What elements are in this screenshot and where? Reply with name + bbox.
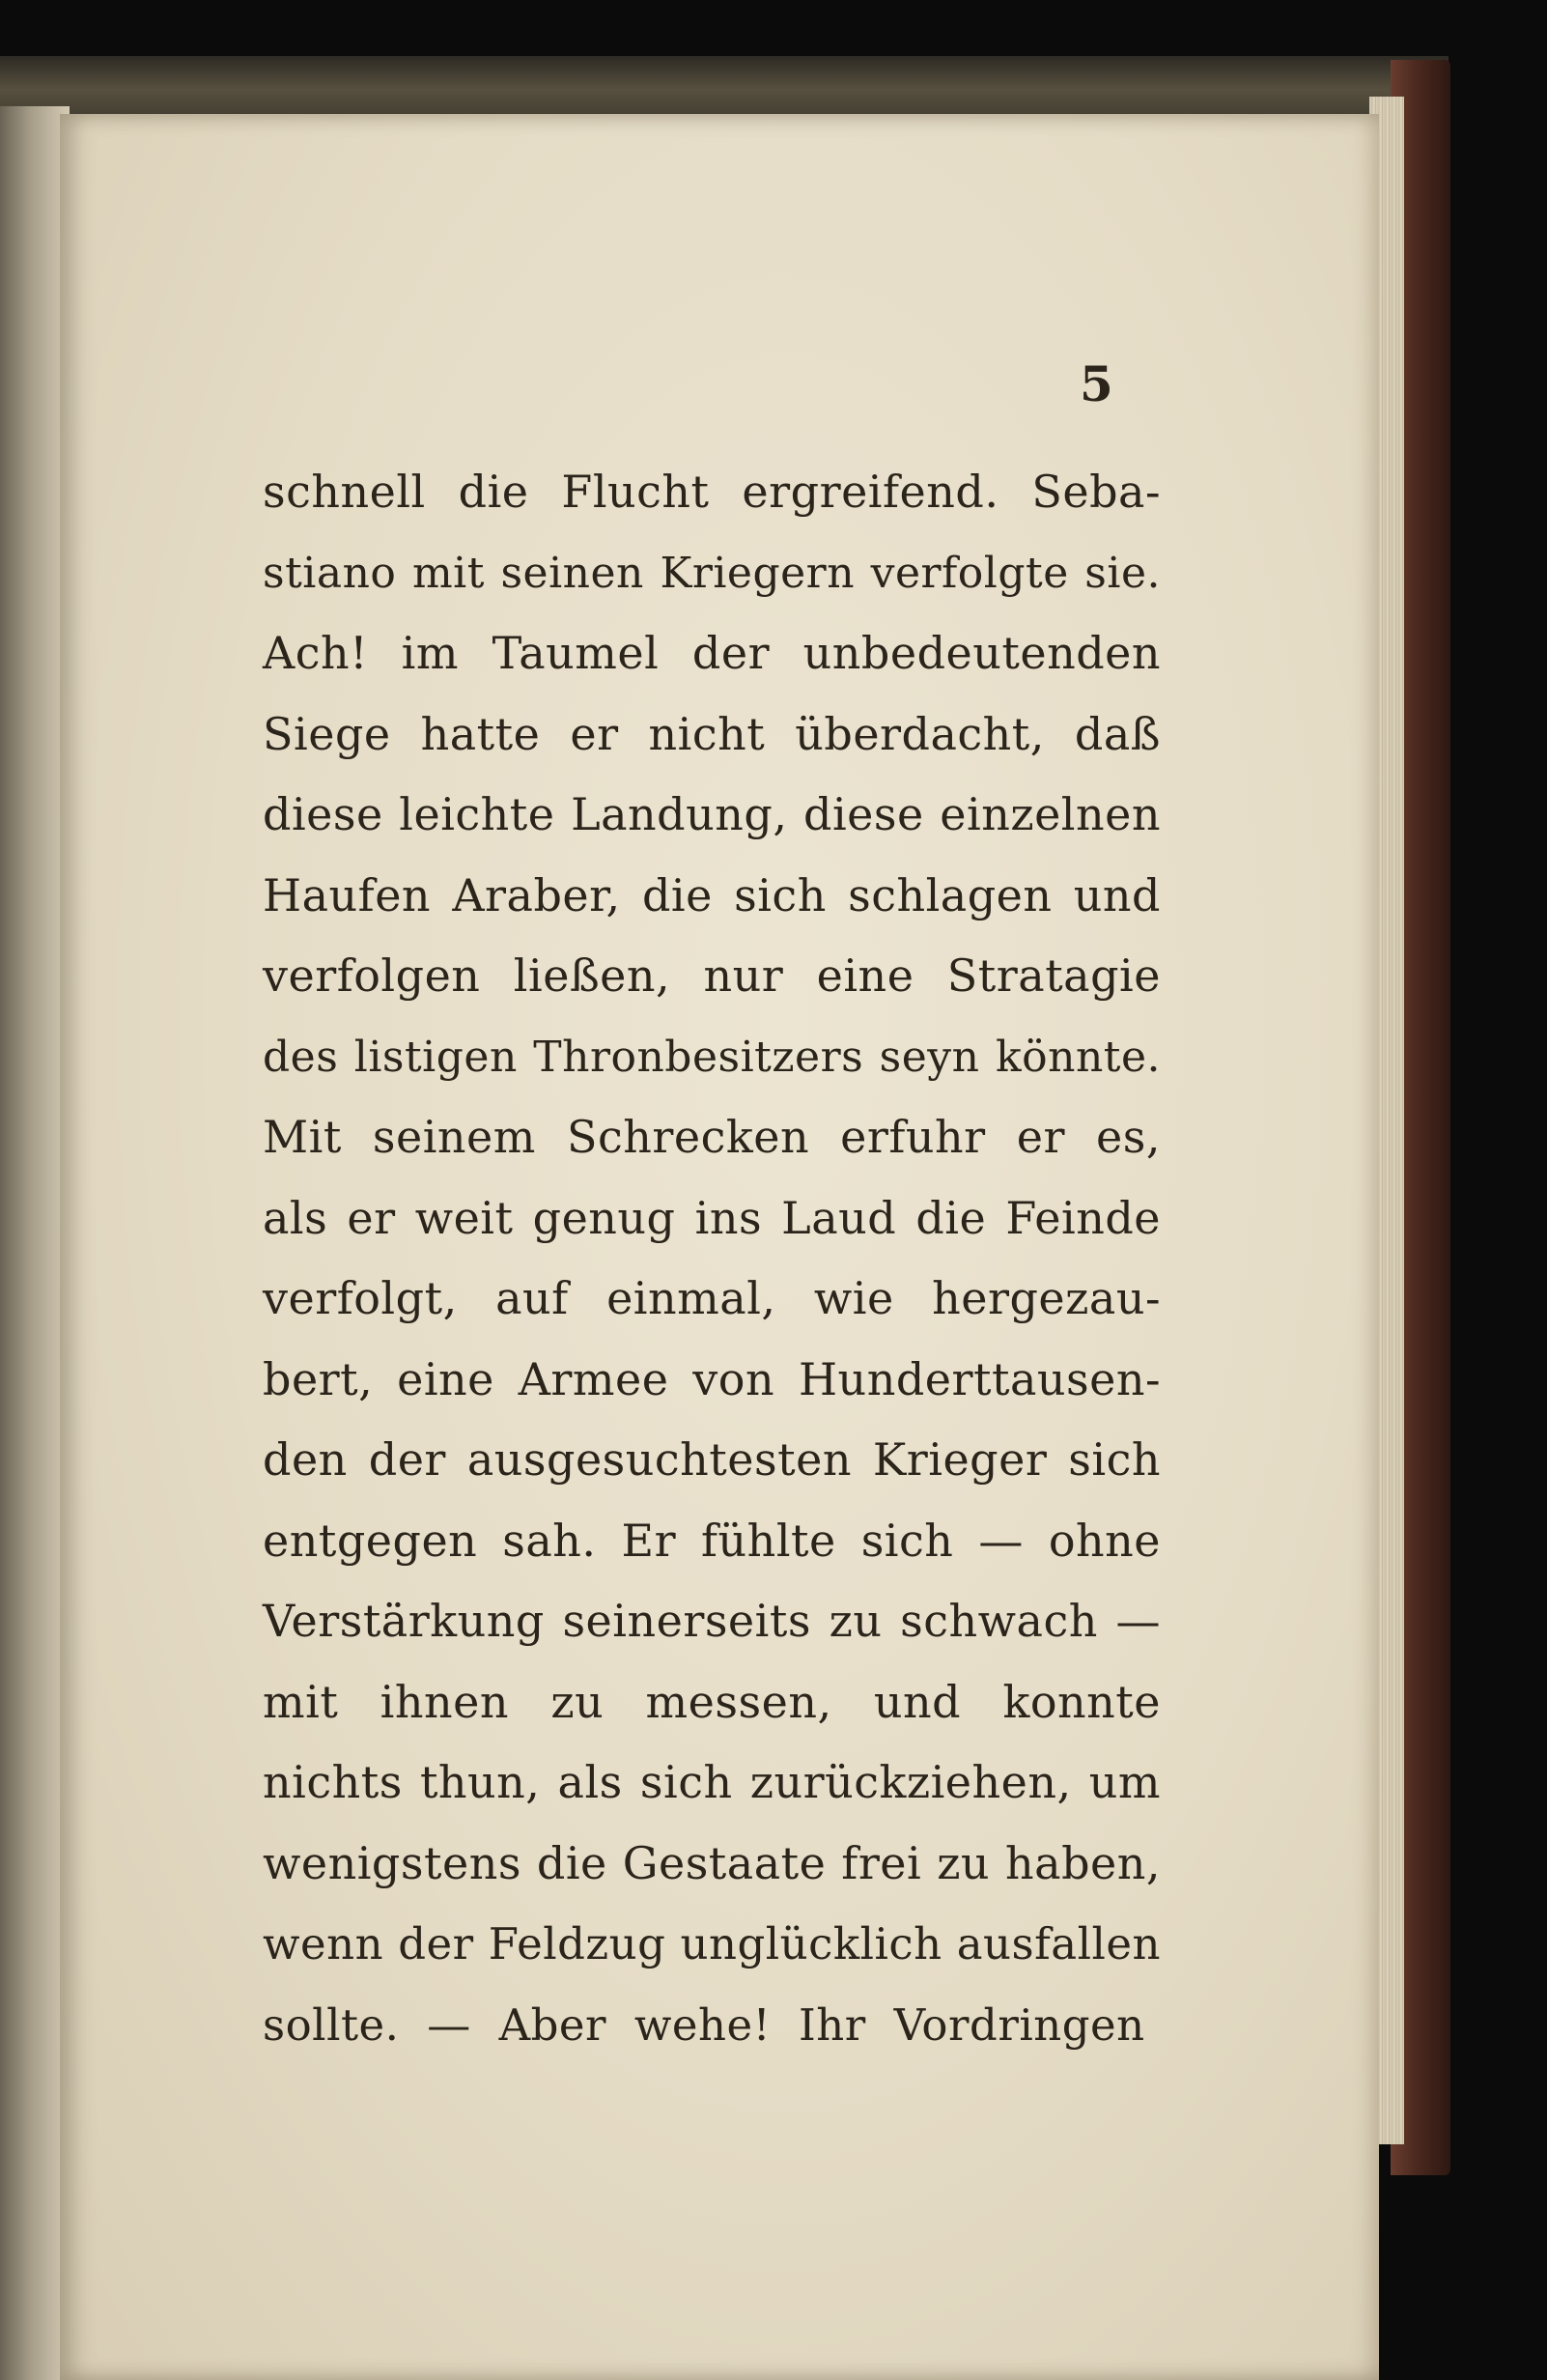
page-number: 5	[1080, 355, 1113, 412]
text-line: Mit seinem Schrecken erfuhr er es,	[263, 1111, 1161, 1163]
text-line: Ach! im Taumel der unbedeutenden	[263, 627, 1161, 679]
text-line: Haufen Araber, die sich schlagen und	[263, 868, 1161, 921]
text-line: verfolgt, auf einmal, wie hergezau-	[263, 1272, 1161, 1324]
text-line: wenigstens die Gestaate frei zu haben,	[263, 1836, 1161, 1889]
text-line: entgegen sah. Er fühlte sich — ohne	[263, 1514, 1161, 1567]
text-line: Verstärkung seinerseits zu schwach —	[263, 1595, 1161, 1647]
text-line: nichts thun, als sich zurückziehen, um	[263, 1756, 1161, 1808]
body-text	[263, 452, 1161, 2065]
text-line: schnell die Flucht ergreifend. Seba-	[263, 466, 1161, 518]
text-line: bert, eine Armee von Hunderttausen-	[263, 1352, 1161, 1405]
text-line: den der ausgesuchtesten Krieger sich	[263, 1433, 1161, 1486]
text-line: sollte. — Aber wehe! Ihr Vordringen	[263, 1998, 1145, 2051]
text-line: mit ihnen zu messen, und konnte	[263, 1675, 1161, 1728]
text-line: verfolgen ließen, nur eine Stratagie	[263, 949, 1161, 1002]
text-line: diese leichte Landung, diese einzelnen	[263, 788, 1161, 840]
text-line: als er weit genug ins Laud die Feinde	[263, 1191, 1161, 1244]
text-line: wenn der Feldzug unglücklich ausfallen	[263, 1918, 1161, 1969]
text-line: stiano mit seinen Kriegern verfolgte sie.	[263, 548, 1161, 598]
text-line: des listigen Thronbesitzers seyn könnte.	[263, 1032, 1161, 1082]
text-line: Siege hatte er nicht überdacht, daß	[263, 707, 1161, 760]
